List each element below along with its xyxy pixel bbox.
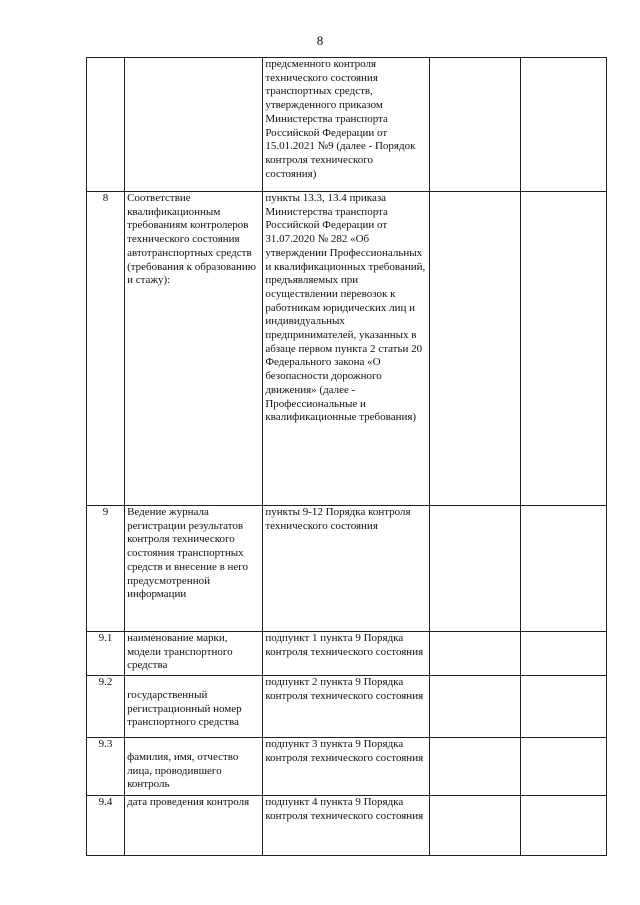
table-row bbox=[87, 796, 607, 856]
row-number: 8 bbox=[87, 192, 125, 506]
requirement-cell bbox=[125, 676, 263, 738]
reference-cell: пункты 13.3, 13.4 приказа Министерства транспорта Российской Федерации от 31.07.2020 № 282 «Об утверждении Профессиональных и квалификационных требований, предъявляемых при осуществлении перевозок к работникам юридических лиц и индивидуальных предпринимателей, указанных в абзаце первом пункта 2 статьи 20 Федерального закона «О безопасности дорожного движения» (далее - Профессиональные и квалификационные требования) bbox=[263, 192, 429, 506]
table-row bbox=[87, 632, 607, 676]
reference-cell: подпункт 1 пункта 9 Порядка контроля технического состояния bbox=[263, 632, 429, 676]
empty-cell bbox=[429, 506, 520, 632]
empty-cell bbox=[520, 796, 606, 856]
table-row bbox=[87, 738, 607, 796]
row-number: 9 bbox=[87, 506, 125, 632]
empty-cell bbox=[520, 632, 606, 676]
row-number: 9.1 bbox=[87, 632, 125, 676]
requirement-text: государственный регистрационный номер транспортного средства bbox=[127, 689, 242, 729]
empty-cell bbox=[429, 738, 520, 796]
row-number: 9.2 bbox=[87, 676, 125, 738]
requirements-table bbox=[86, 57, 607, 856]
table-row bbox=[87, 676, 607, 738]
requirement-cell bbox=[125, 738, 263, 796]
empty-cell bbox=[520, 676, 606, 738]
empty-cell bbox=[429, 632, 520, 676]
empty-cell bbox=[520, 192, 606, 506]
table-row bbox=[87, 192, 607, 506]
row-number: 9.4 bbox=[87, 796, 125, 856]
empty-cell bbox=[429, 796, 520, 856]
requirement-text: фамилия, имя, отчество лица, проводившего контроль bbox=[127, 751, 239, 791]
table-row bbox=[87, 506, 607, 632]
empty-cell bbox=[429, 192, 520, 506]
reference-cell: подпункт 4 пункта 9 Порядка контроля технического состояния bbox=[263, 796, 429, 856]
empty-cell bbox=[520, 506, 606, 632]
row-number: 9.3 bbox=[87, 738, 125, 796]
requirement-cell: дата проведения контроля bbox=[125, 796, 263, 856]
empty-cell bbox=[520, 738, 606, 796]
empty-cell bbox=[520, 58, 606, 192]
row-number bbox=[87, 58, 125, 192]
requirement-cell: Ведение журнала регистрации результатов контроля технического состояния транспортных средств и внесение в него предусмотренной информации bbox=[125, 506, 263, 632]
reference-cell: подпункт 3 пункта 9 Порядка контроля технического состояния bbox=[263, 738, 429, 796]
requirement-cell bbox=[125, 58, 263, 192]
table-row bbox=[87, 58, 607, 192]
reference-cell: предсменного контроля технического состояния транспортных средств, утвержденного приказом Министерства транспорта Российской Федерации от 15.01.2021 №9 (далее - Порядок контроля технического состояния) bbox=[263, 58, 429, 192]
empty-cell bbox=[429, 676, 520, 738]
requirement-cell: Соответствие квалификационным требованиям контролеров технического состояния автотранспортных средств (требования к образованию и стажу): bbox=[125, 192, 263, 506]
page-number: 8 bbox=[316, 33, 324, 48]
reference-cell: пункты 9-12 Порядка контроля технического состояния bbox=[263, 506, 429, 632]
empty-cell bbox=[429, 58, 520, 192]
requirement-cell: наименование марки, модели транспортного средства bbox=[125, 632, 263, 676]
reference-cell: подпункт 2 пункта 9 Порядка контроля технического состояния bbox=[263, 676, 429, 738]
